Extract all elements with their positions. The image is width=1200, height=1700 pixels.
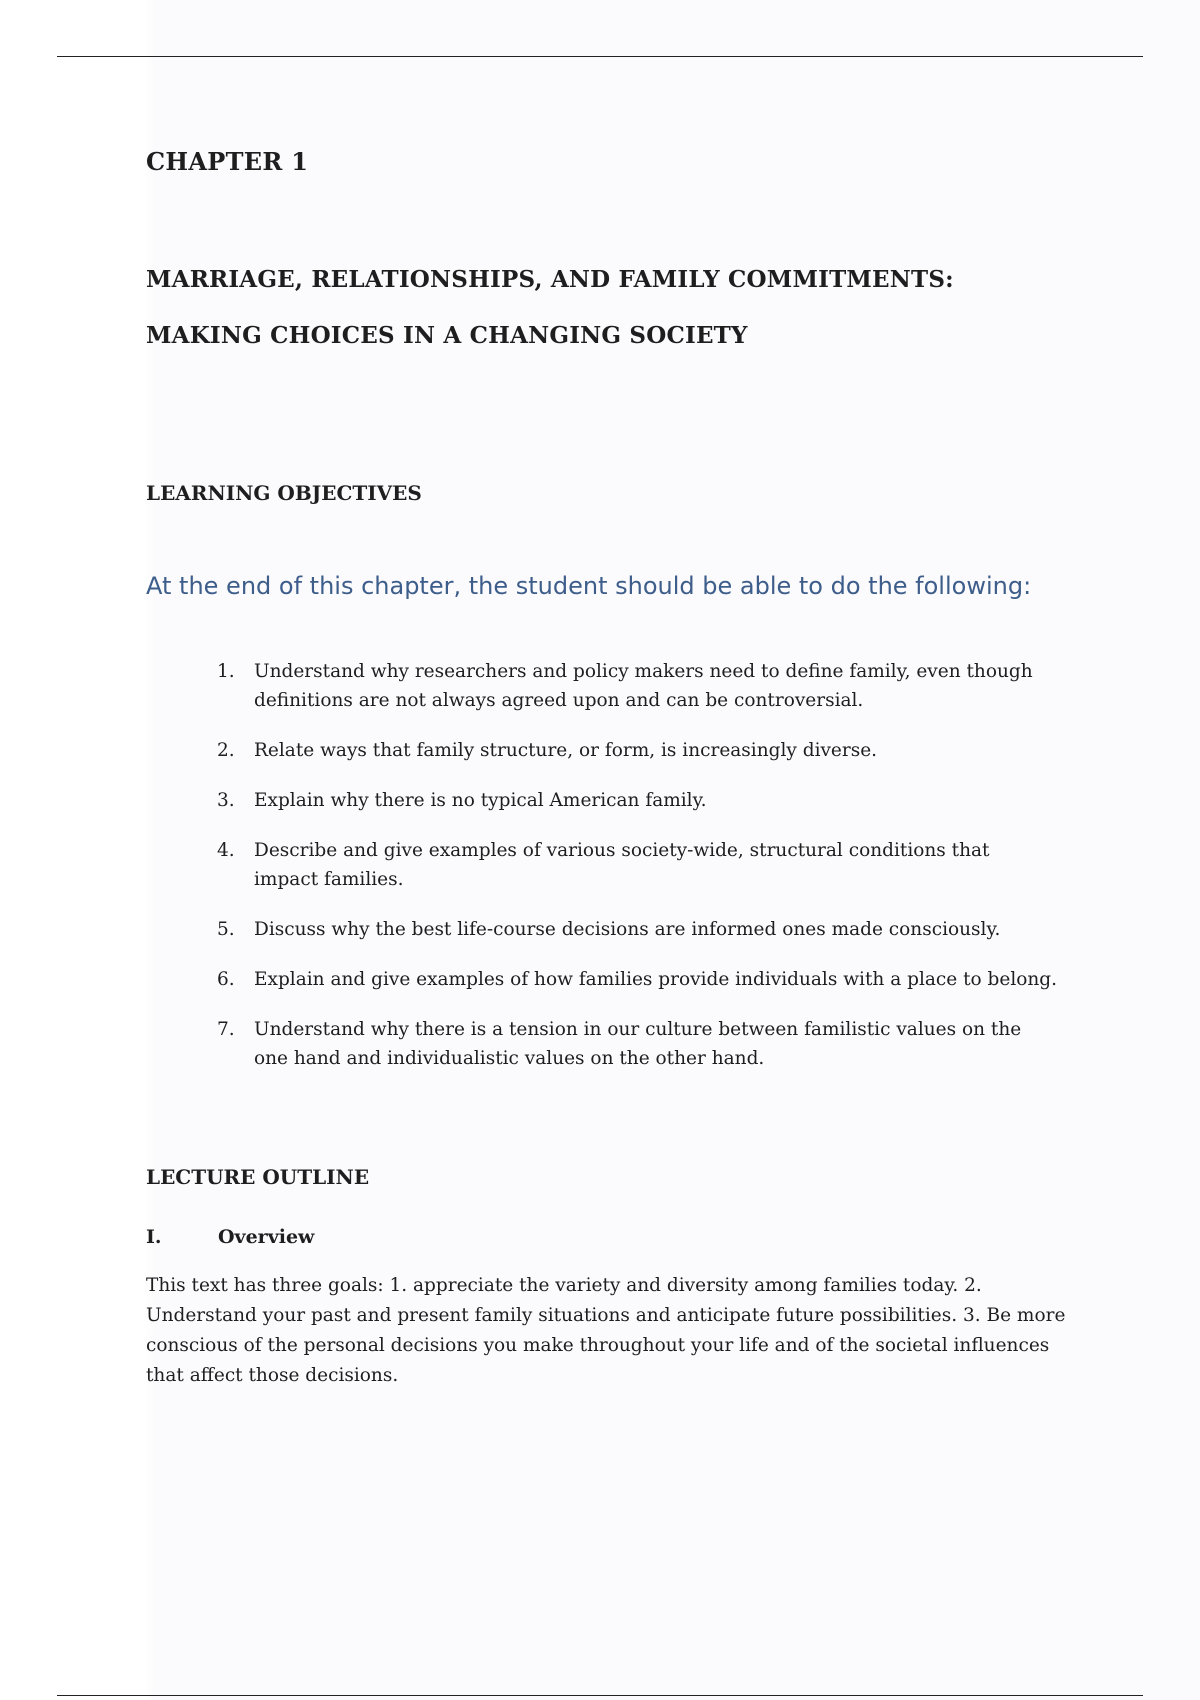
objective-item bbox=[217, 836, 1057, 894]
objective-text: Understand why researchers and policy makers need to define family, even though definitions are not always agreed upon and can be controversial. bbox=[254, 661, 1033, 711]
learning-objectives-heading: LEARNING OBJECTIVES bbox=[146, 481, 422, 505]
footer-rule bbox=[57, 1695, 1143, 1696]
objective-number: 5. bbox=[217, 919, 235, 940]
header-rule bbox=[57, 56, 1143, 57]
section-title: Overview bbox=[218, 1226, 315, 1248]
objectives-intro: At the end of this chapter, the student should be able to do the following: bbox=[146, 572, 1032, 600]
objective-item bbox=[217, 1015, 1057, 1073]
objective-text: Discuss why the best life-course decisions are informed ones made consciously. bbox=[254, 919, 1001, 940]
objective-text: Explain and give examples of how families provide individuals with a place to belong. bbox=[254, 969, 1058, 990]
section-number: I. bbox=[146, 1226, 162, 1248]
objective-number: 1. bbox=[217, 661, 235, 682]
objective-item bbox=[217, 736, 1057, 765]
objective-number: 7. bbox=[217, 1019, 235, 1040]
objective-item bbox=[217, 915, 1057, 944]
objective-number: 4. bbox=[217, 840, 235, 861]
overview-paragraph: This text has three goals: 1. appreciate the variety and diversity among families today. 2. Understand your past and present family situations and anticipate future possibilities. 3. Be more conscious of the personal decisions you make throughout your life and of the societal influences that affect those decisions. bbox=[146, 1275, 1066, 1386]
chapter-label: CHAPTER 1 bbox=[146, 147, 309, 176]
objective-number: 3. bbox=[217, 790, 235, 811]
objective-text: Understand why there is a tension in our culture between familistic values on the one hand and individualistic values on the other hand. bbox=[254, 1019, 1022, 1069]
objective-text: Explain why there is no typical American family. bbox=[254, 790, 707, 811]
overview-heading bbox=[146, 1226, 314, 1248]
objective-item bbox=[217, 786, 1057, 815]
objective-number: 6. bbox=[217, 969, 235, 990]
lecture-outline-heading: LECTURE OUTLINE bbox=[146, 1165, 370, 1189]
chapter-title-line-1: MARRIAGE, RELATIONSHIPS, AND FAMILY COMMITMENTS: bbox=[146, 266, 954, 293]
chapter-title-line-2: MAKING CHOICES IN A CHANGING SOCIETY bbox=[146, 322, 748, 349]
objective-text: Relate ways that family structure, or form, is increasingly diverse. bbox=[254, 740, 878, 761]
objective-number: 2. bbox=[217, 740, 235, 761]
objective-item bbox=[217, 657, 1057, 715]
objective-text: Describe and give examples of various society-wide, structural conditions that impact families. bbox=[254, 840, 990, 890]
objectives-list bbox=[217, 657, 1057, 1094]
objective-item bbox=[217, 965, 1057, 994]
